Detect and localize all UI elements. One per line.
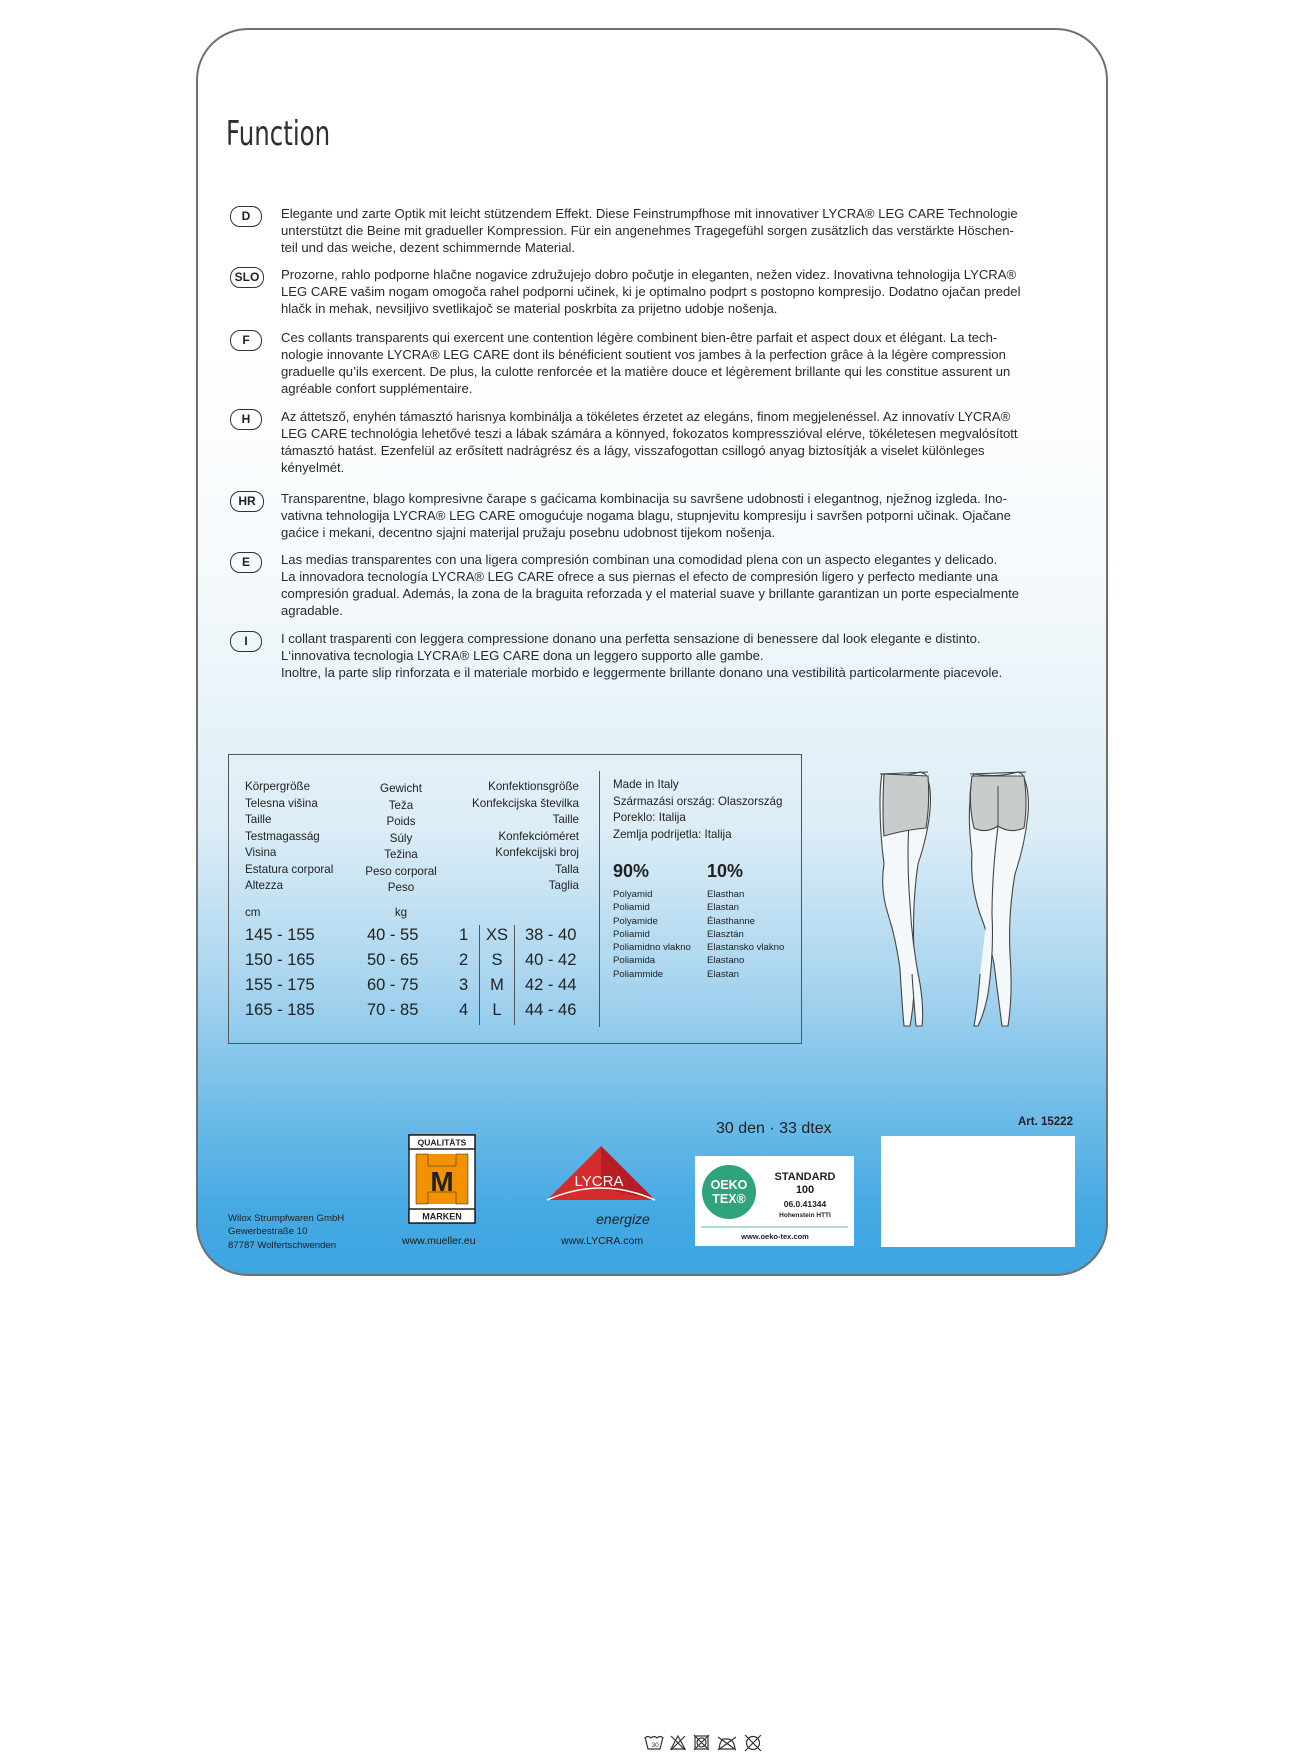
description-line: vativna tehnologija LYCRA® LEG CARE omogućuje nogama blagu, stupnjevitu kompresiju i savršen potporni učinak. Ojačane [281, 508, 1011, 523]
description-line: Az áttetsző, enyhén támasztó harisnya kombinálja a tökéletes érzetet az elegáns, finom megjelenéssel. Az innovatív LYCRA® [281, 409, 1011, 424]
language-code-badge: E [230, 552, 262, 573]
composition-percent-2: 10% [707, 861, 744, 881]
weight-unit: kg [394, 906, 408, 919]
height-unit: cm [245, 906, 261, 919]
lycra-logo [543, 1142, 659, 1232]
material-name: Elastansko vlakno [707, 942, 785, 954]
size-row-weight: 60 - 75 [367, 976, 419, 994]
description-line: compresión gradual. Además, la zona de la braguita reforzada y el material suave y brillante garantizan un porte especialmente [281, 586, 1020, 601]
language-code-badge: I [230, 631, 262, 652]
material-name: Poliamidno vlakno [613, 942, 691, 954]
oeko-code: 06.0.41344 [783, 1199, 827, 1209]
size-label: Konfektionsgröße [488, 780, 579, 793]
size-row-letter: M [490, 976, 504, 994]
size-row-num: 4 [459, 1001, 469, 1019]
material-name: Elastan [707, 902, 739, 914]
material-name: Elastano [707, 955, 745, 967]
weight-label: Súly [389, 831, 413, 845]
description-line: LEG CARE technológia lehetővé teszi a lábak számára a könnyed, fokozatos kompresszióval elérve, tökéletesen megvalósított [281, 426, 1018, 441]
size-label: Talla [555, 862, 579, 876]
origin-line: Made in Italy [613, 778, 679, 791]
size-row-size: 44 - 46 [525, 1001, 577, 1019]
description-line: gaćice i mekani, decentno sjajni materijal pružaju posebnu udobnost tijekom nošenja. [281, 525, 776, 540]
description-line: hlačk in mehak, nevsiljivo svetlikajoč se material poskrbita za prijetno udobje nošenja. [281, 301, 778, 316]
height-label: Taille [245, 813, 272, 826]
height-label: Testmagasság [245, 829, 320, 843]
description-line: Inoltre, la parte slip rinforzata e il materiale morbido e leggermente brillante donano una vestibilità particolarmente piacevole. [281, 665, 1003, 680]
divider [479, 925, 480, 1025]
language-code-badge: H [230, 409, 262, 430]
material-name: Poliamida [613, 955, 656, 967]
material-name: Polyamid [613, 889, 653, 900]
size-row-weight: 50 - 65 [367, 951, 419, 969]
height-label: Telesna višina [245, 796, 318, 810]
care-symbols [643, 1733, 773, 1753]
size-row-letter: XS [485, 926, 508, 944]
lycra-word: LYCRA [574, 1173, 624, 1190]
size-label: Konfekcióméret [498, 829, 579, 843]
tex-word: TEX® [712, 1192, 746, 1206]
description-line: Las medias transparentes con una ligera compresión combinan una comodidad plena con un aspecto elegantes y delicado. [281, 552, 998, 567]
origin-line: Poreklo: Italija [613, 811, 686, 824]
height-label: Altezza [245, 879, 284, 892]
size-label: Taille [552, 813, 579, 826]
mueller-quality-logo [408, 1134, 476, 1224]
description-line: támasztó hatást. Ezenfelül az erősített nadrágrész és a lágy, visszafogottan csillogó anyag biztosítják a viselet különleges [281, 443, 985, 458]
address-line: Gewerbestraße 10 [228, 1226, 308, 1238]
size-row-letter: S [491, 951, 503, 969]
height-values [245, 923, 315, 1023]
blank-label-area [881, 1136, 1075, 1247]
denier-label: 30 den · 33 dtex [716, 1120, 832, 1137]
description-line: kényelmét. [281, 460, 345, 475]
language-description [281, 630, 1081, 681]
description-line: Transparentne, blago kompresivne čarape s gaćicama kombinacija su savršene udobnosti i elegantnog, nježnog izgleda. Ino- [281, 491, 1007, 506]
description-line: I collant trasparenti con leggera compressione donano una perfetta sensazione di benessere dal look elegante e distinto. [281, 631, 981, 646]
size-letter-values [485, 923, 509, 1023]
language-description [281, 205, 1081, 256]
description-line: nologie innovante LYCRA® LEG CARE dont ils bénéficient soutient vos jambes à la perfection grâce à la légère compression [281, 347, 1006, 362]
weight-label: Teža [388, 798, 414, 812]
weight-label: Težina [384, 848, 418, 861]
size-row-height: 155 - 175 [245, 976, 315, 994]
language-code-badge: D [230, 206, 262, 227]
language-description [281, 266, 1081, 317]
size-row-size: 38 - 40 [525, 926, 577, 944]
size-number-values [459, 923, 468, 1023]
manufacturer-address [228, 1212, 344, 1252]
oeko-url: www.oeko-tex.com [741, 1232, 809, 1241]
origin-line: Származási ország: Olaszország [613, 794, 783, 808]
description-line: Prozorne, rahlo podporne hlačne nogavice združujejo dobro počutje in eleganten, nežen videz. Inovativna tehnologija LYCRA® [281, 267, 1017, 282]
oeko-word: OEKO [710, 1178, 748, 1192]
origin-info [613, 777, 782, 843]
size-row-num: 3 [459, 976, 469, 994]
origin-line: Zemlja podrijetla: Italija [613, 827, 732, 841]
size-row-weight: 70 - 85 [367, 1001, 419, 1019]
language-description [281, 490, 1081, 541]
material-name: Polyamide [613, 915, 658, 927]
description-line: agradable. [281, 603, 343, 618]
lycra-tagline: energize [596, 1211, 650, 1227]
weight-label: Peso [387, 881, 415, 894]
weight-label: Peso corporal [365, 864, 437, 878]
composition-names-2 [707, 888, 784, 981]
height-labels [245, 779, 333, 895]
material-name: Poliamid [613, 902, 650, 914]
weight-label: Gewicht [380, 782, 422, 795]
material-name: Elasztán [707, 928, 744, 940]
material-name: Poliamid [613, 928, 650, 940]
oeko-100: 100 [795, 1184, 815, 1196]
mueller-bottom-label: MARKEN [422, 1211, 462, 1222]
material-name: Elastan [707, 968, 739, 980]
tights-illustration [870, 764, 1046, 1036]
size-label: Taglia [548, 879, 579, 892]
size-label: Konfekcijska številka [472, 796, 579, 810]
divider [514, 925, 515, 1025]
size-row-num: 2 [459, 951, 469, 969]
mueller-url: www.mueller.eu [402, 1235, 476, 1247]
description-line: LEG CARE vašim nogam omogoča rahel podporni učinek, ki je optimalno podprt s postopno kompresijo. Dodatno ojačan predel [281, 284, 1021, 299]
description-line: graduelle qu’ils exercent. De plus, la culotte renforcée et la matière douce et légèrement brillante qui les constitue assurent un [281, 364, 1011, 379]
lycra-url: www.LYCRA.com [561, 1235, 644, 1247]
size-row-height: 165 - 185 [245, 1001, 315, 1019]
size-values [525, 923, 576, 1023]
language-code-badge: F [230, 330, 262, 351]
material-name: Elasthan [707, 889, 745, 900]
oeko-tex-label [695, 1156, 854, 1246]
language-description [281, 408, 1081, 476]
description-line: Ces collants transparents qui exercent une contention légère combinent bien-être parfait et aspect doux et élégant. La tech- [281, 330, 998, 345]
mueller-top-label: QUALITÄTS [417, 1137, 467, 1148]
size-row-letter: L [492, 1001, 502, 1019]
size-row-size: 42 - 44 [525, 976, 577, 994]
article-number: Art. 15222 [1018, 1116, 1073, 1128]
size-row-size: 40 - 42 [525, 951, 577, 969]
composition-percent-1: 90% [613, 861, 650, 881]
wash-temperature: 30 [651, 1742, 659, 1749]
page-title: Function [226, 114, 331, 154]
description-line: teil und das weiche, dezent schimmernde Material. [281, 240, 576, 255]
description-line: unterstützt die Beine mit gradueller Kompression. Für ein angenehmes Tragegefühl sorgen zusätzlich das verstärkte Höschen- [281, 223, 1014, 238]
divider [599, 771, 600, 1027]
oeko-institute: Hohenstein HTTI [779, 1212, 831, 1219]
material-name: Poliammide [613, 968, 664, 980]
language-description [281, 329, 1081, 397]
language-code-badge: SLO [230, 267, 264, 288]
description-line: agréable confort supplémentaire. [281, 381, 473, 396]
language-description [281, 551, 1081, 619]
description-line: L‘innovativa tecnologia LYCRA® LEG CARE dona un leggero supporto alle gambe. [281, 648, 764, 663]
description-line: Elegante und zarte Optik mit leicht stützendem Effekt. Diese Feinstrumpfhose mit innovativer LYCRA® LEG CARE Technologie [281, 206, 1018, 221]
material-name: Élasthanne [707, 915, 756, 927]
weight-values [367, 923, 418, 1023]
size-labels [429, 779, 579, 895]
size-row-height: 150 - 165 [245, 951, 315, 969]
composition-names-1 [613, 888, 691, 981]
mueller-letter: M [430, 1166, 454, 1197]
language-code-badge: HR [230, 491, 264, 512]
size-row-num: 1 [459, 926, 469, 944]
description-line: La innovadora tecnología LYCRA® LEG CARE ofrece a sus piernas el efecto de compresión ligero y perfecto mediante una [281, 569, 998, 584]
oeko-standard: STANDARD [774, 1171, 836, 1183]
height-label: Visina [245, 846, 277, 859]
weight-label: Poids [386, 815, 416, 828]
package-card [196, 28, 1108, 1749]
height-label: Körpergröße [245, 780, 311, 793]
size-label: Konfekcijski broj [495, 846, 579, 859]
address-line: Wilox Strumpfwaren GmbH [228, 1213, 345, 1224]
size-row-weight: 40 - 55 [367, 926, 419, 944]
address-line: 87787 Wolfertschwenden [228, 1239, 337, 1251]
size-row-height: 145 - 155 [245, 926, 315, 944]
height-label: Estatura corporal [245, 862, 334, 876]
